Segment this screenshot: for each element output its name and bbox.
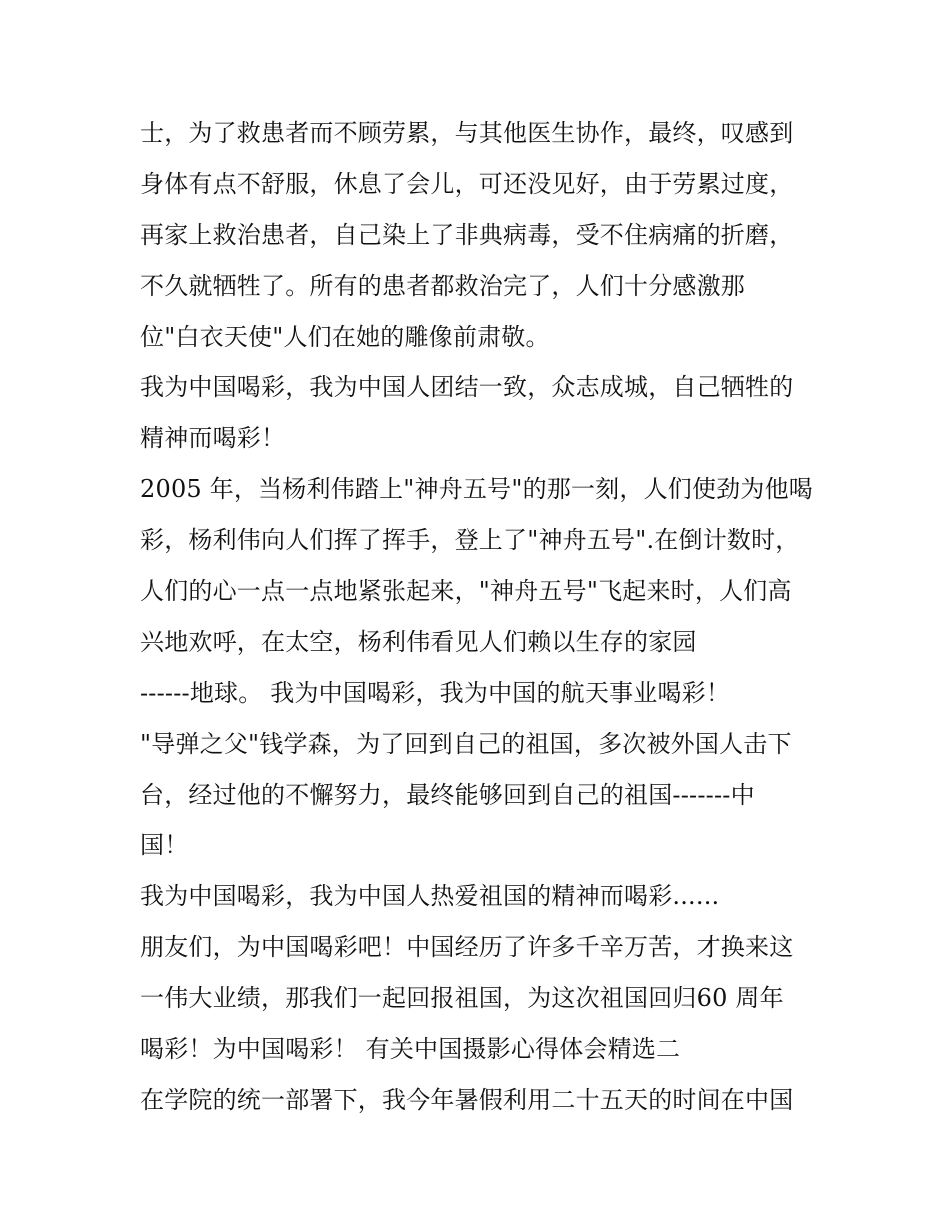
text-line: 位"白衣天使"人们在她的雕像前肃敬。 (140, 322, 550, 351)
text-line: 精神而喝彩！ (140, 424, 286, 453)
text-line: 我为中国喝彩，我为中国人热爱祖国的精神而喝彩...... (140, 882, 720, 911)
document-body (140, 108, 830, 1126)
text-line: 不久就牺牲了。所有的患者都救治完了，人们十分感激那 (140, 271, 745, 300)
text-line: "导弹之父"钱学森，为了回到自己的祖国，多次被外国人击下 (140, 729, 792, 758)
text-line: 再家上救治患者，自己染上了非典病毒，受不住病痛的折磨， (140, 220, 794, 249)
text-line: 彩，杨利伟向人们挥了挥手，登上了"神舟五号".在倒计数时， (140, 526, 800, 555)
text-line: 兴地欢呼，在太空，杨利伟看见人们赖以生存的家园 (140, 627, 697, 656)
text-line: 一伟大业绩，那我们一起回报祖国，为这次祖国回归60 周年 (140, 984, 784, 1013)
text-line: 在学院的统一部署下，我今年暑假利用二十五天的时间在中国 (140, 1085, 794, 1114)
text-line: 身体有点不舒服，休息了会儿，可还没见好，由于劳累过度， (140, 169, 794, 198)
text-line: ------地球。 我为中国喝彩，我为中国的航天事业喝彩！ (140, 678, 731, 707)
text-line: 人们的心一点一点地紧张起来，"神舟五号"飞起来时，人们高 (140, 577, 792, 606)
text-line: 喝彩！为中国喝彩！ 有关中国摄影心得体会精选二 (140, 1035, 681, 1064)
text-line: 朋友们，为中国喝彩吧！中国经历了许多千辛万苦，才换来这 (140, 933, 794, 962)
text-line: 台，经过他的不懈努力，最终能够回到自己的祖国-------中 (140, 780, 755, 809)
text-line: 国！ (140, 831, 189, 860)
text-line: 我为中国喝彩，我为中国人团结一致，众志成城，自己牺牲的 (140, 373, 794, 402)
text-line: 2005 年，当杨利伟踏上"神舟五号"的那一刻，人们使劲为他喝 (140, 475, 813, 504)
text-line: 士，为了救患者而不顾劳累，与其他医生协作，最终，叹感到 (140, 119, 794, 147)
